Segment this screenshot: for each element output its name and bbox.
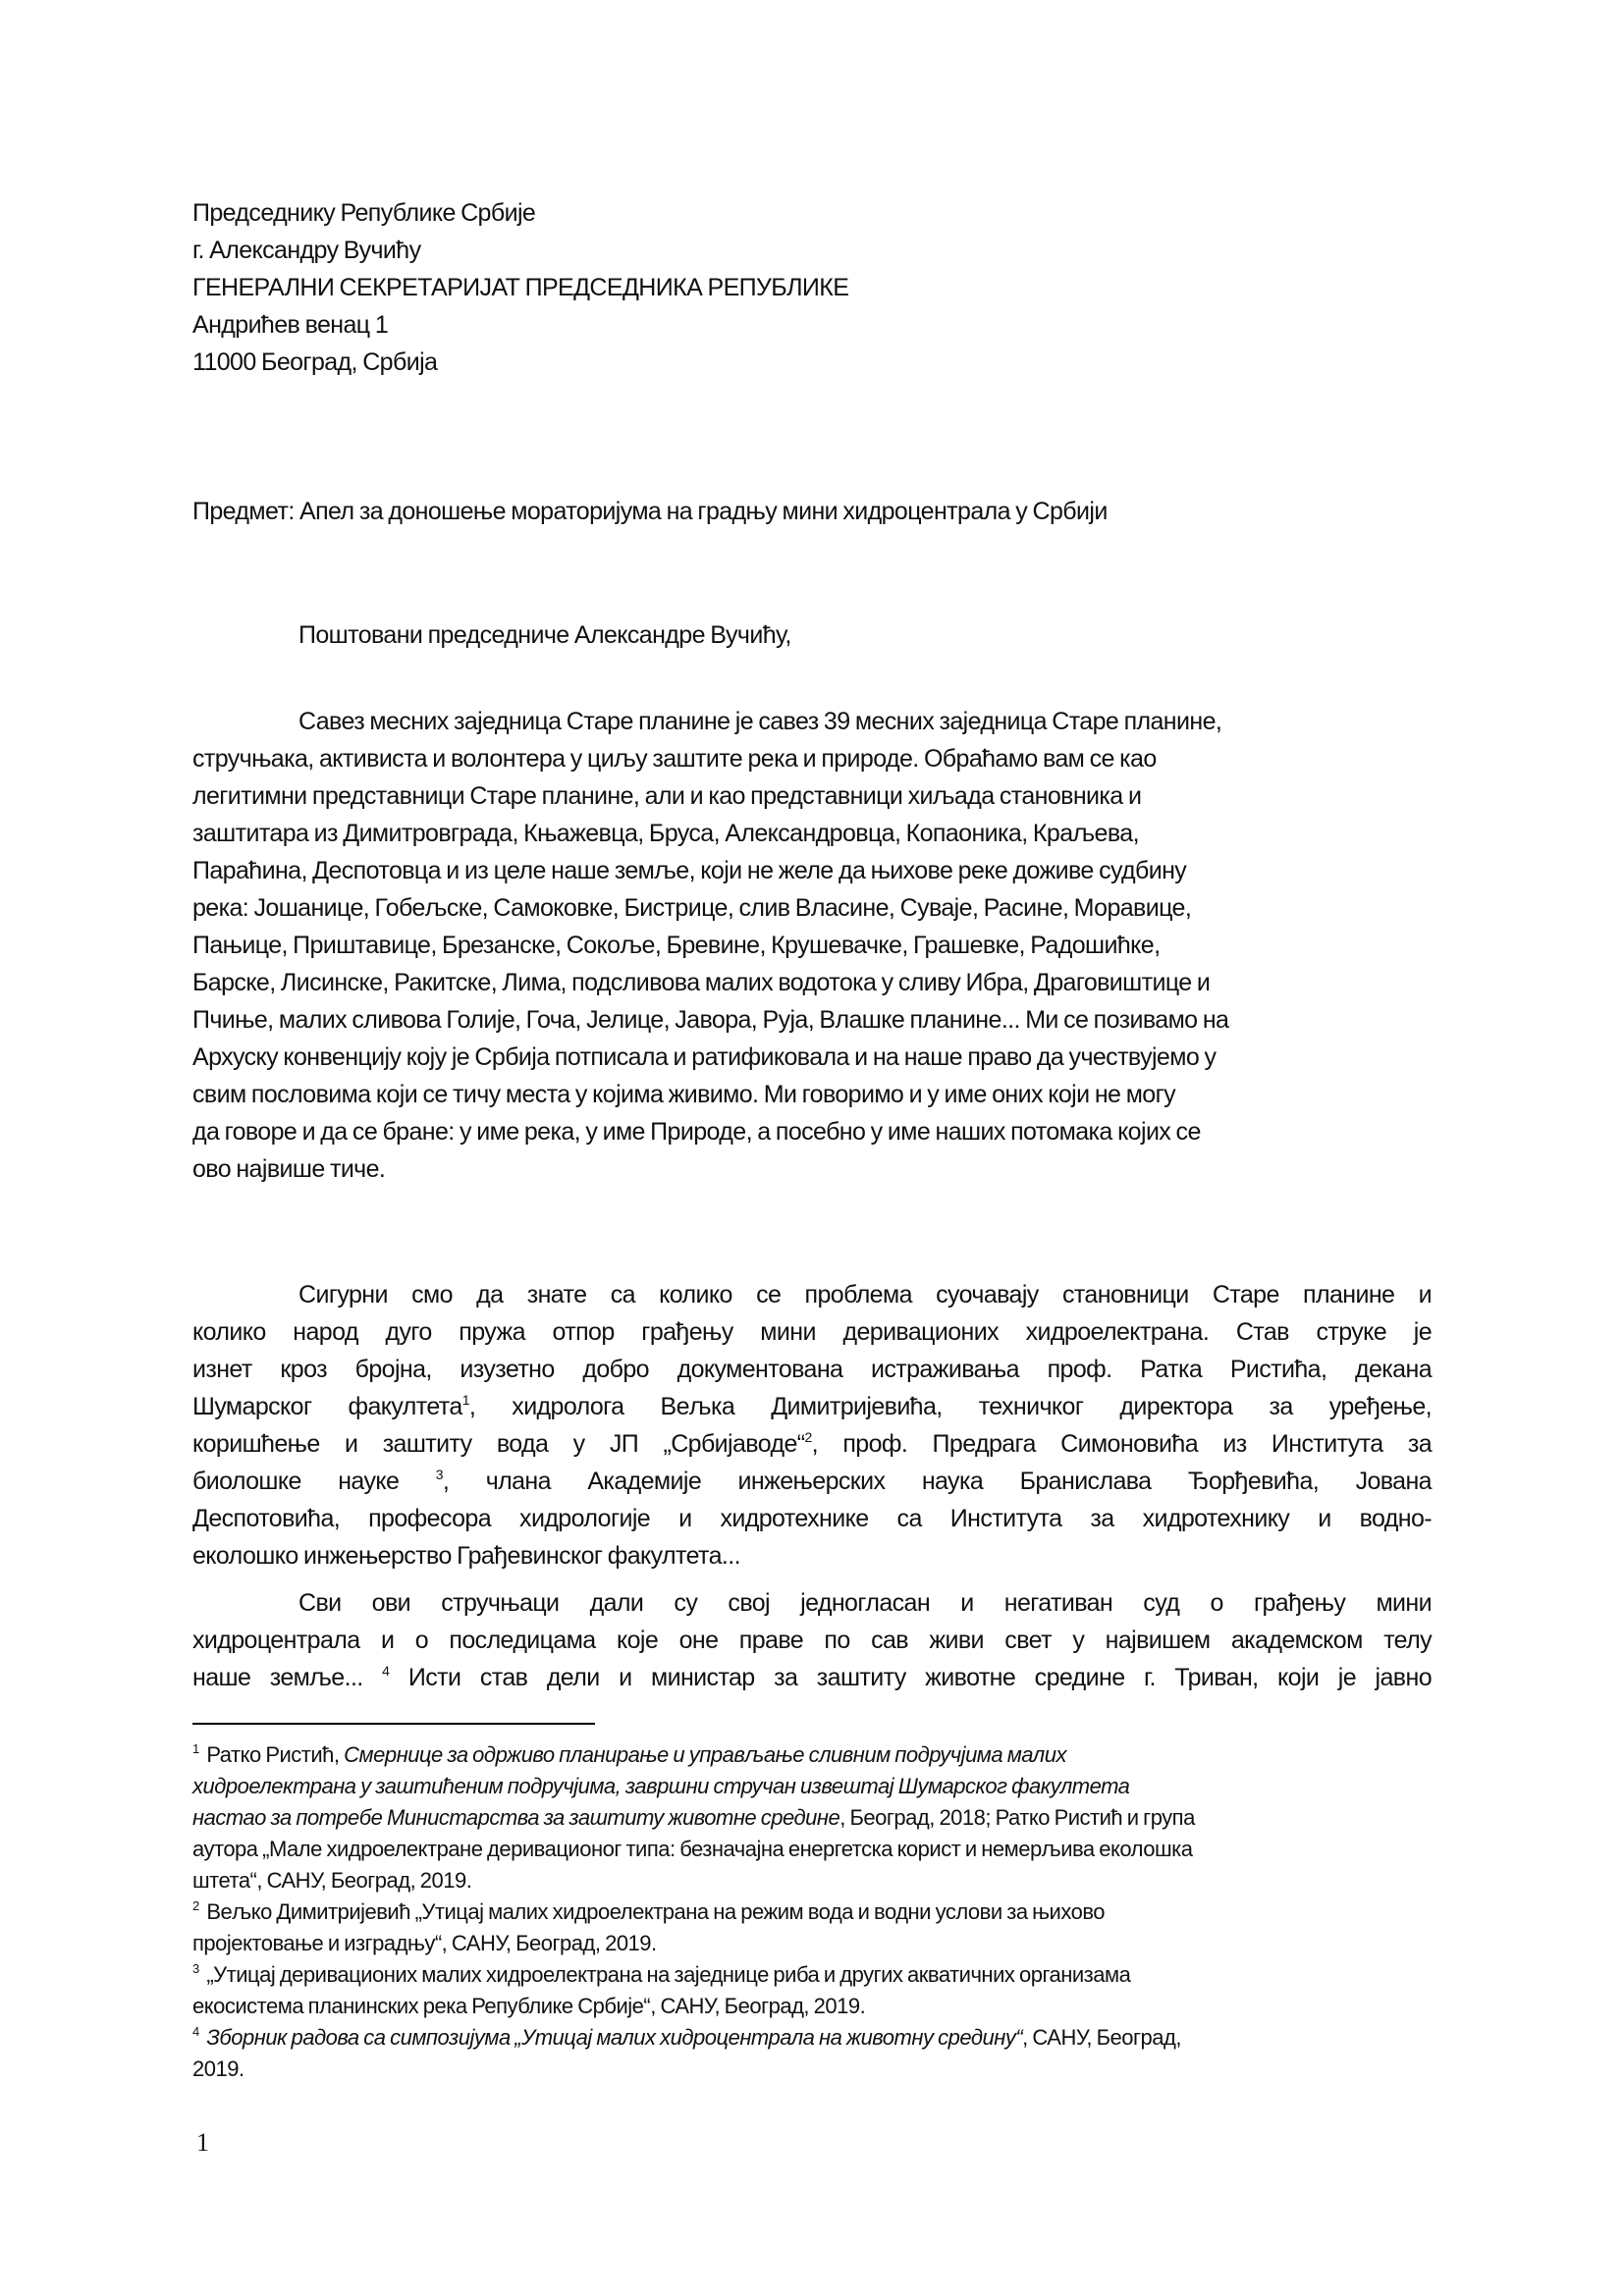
line-text: Исти став дели и министар за заштиту животне средине г. Триван, који је јавно xyxy=(389,1664,1432,1691)
footnote-ref-3[interactable]: 3 xyxy=(435,1467,443,1482)
paragraph-line: еколошко инжењерство Грађевинског факултета... xyxy=(192,1542,740,1570)
footnote-text: Ратко Ристић, xyxy=(201,1742,345,1767)
footnote-number: 3 xyxy=(192,1961,199,1976)
paragraph-line xyxy=(192,1388,1432,1425)
footnote-ref-1[interactable]: 1 xyxy=(461,1392,469,1408)
footnote-title: хидроелектрана у заштићеним подручјима, завршни стручан извештај Шумарског факултета xyxy=(192,1774,1130,1798)
paragraph-line: ово највише тиче. xyxy=(192,1155,386,1183)
body-paragraph-2 xyxy=(192,1276,1432,1575)
subject-line: Предмет: Апел за доношење мораторијума на градњу мини хидроцентрала у Србији xyxy=(192,498,1108,525)
paragraph-line: Пчиње, малих сливова Голије, Гоча, Јелице, Јавора, Руја, Влашке планине... Ми се позивамо на xyxy=(192,1006,1229,1034)
body-paragraph-3 xyxy=(192,1584,1432,1696)
address-line-recipient: Председнику Републике Србије xyxy=(192,199,536,227)
footnote-line xyxy=(192,1771,1439,1802)
footnote-line xyxy=(192,1865,1439,1896)
footnotes xyxy=(192,1739,1439,2085)
line-text: , члана Академије инжењерских наука Бранислава Ђорђевића, Јована xyxy=(442,1468,1432,1495)
footnote-line xyxy=(192,1896,1439,1928)
address-line-city: 11000 Београд, Србија xyxy=(192,348,438,376)
paragraph-line: Сигурни смо да знате са колико се проблема суочавају становници Старе планине и xyxy=(298,1281,1432,1308)
footnote-text: пројектовање и изградњу“, САНУ, Београд, 2019. xyxy=(192,1931,657,1955)
footnote-number: 4 xyxy=(192,2024,199,2039)
footnote-text: аутора „Мале хидроелектране деривационог типа: безначајна енергетска корист и немерљива еколошка xyxy=(192,1837,1193,1861)
footnote-text: екосистема планинских река Републике Србије“, САНУ, Београд, 2019. xyxy=(192,1994,866,2018)
paragraph-line: Пањице, Приштавице, Брезанске, Сокоље, Бревине, Крушевачке, Грашевке, Радошићке, xyxy=(192,932,1161,959)
footnote-text: , САНУ, Београд, xyxy=(1022,2025,1181,2050)
address-line-name: г. Александру Вучићу xyxy=(192,237,421,264)
body-paragraph-1 xyxy=(192,703,1432,1188)
footnote-line xyxy=(192,1802,1439,1834)
paragraph-line: да говоре и да се бране: у име река, у име Природе, а посебно у име наших потомака којих се xyxy=(192,1118,1201,1146)
paragraph-line: Архуску конвенцију коју је Србија потписала и ратификовала и на наше право да учествујемо у xyxy=(192,1043,1217,1071)
paragraph-line xyxy=(192,1659,1432,1696)
footnote-line xyxy=(192,1959,1439,1991)
address-line-office: ГЕНЕРАЛНИ СЕКРЕТАРИЈАТ ПРЕДСЕДНИКА РЕПУБЛИКЕ xyxy=(192,274,849,301)
footnote-number: 2 xyxy=(192,1898,199,1913)
salutation: Поштовани председниче Александре Вучићу, xyxy=(298,621,791,649)
address-line-street: Андрићев венац 1 xyxy=(192,311,389,339)
footnote-title: настао за потребе Министарства за заштиту животне средине xyxy=(192,1805,840,1830)
footnote-4 xyxy=(192,2022,1439,2085)
footnote-text: штета“, САНУ, Београд, 2019. xyxy=(192,1868,472,1893)
footnote-line xyxy=(192,1834,1439,1865)
footnote-ref-4[interactable]: 4 xyxy=(382,1663,390,1679)
line-text: Шумарског факултета xyxy=(192,1393,462,1420)
paragraph-line: стручњака, активиста и волонтера у циљу заштите река и природе. Обраћамо вам се као xyxy=(192,745,1157,773)
footnote-3 xyxy=(192,1959,1439,2022)
line-text: , проф. Предрага Симоновића из Института за xyxy=(811,1430,1432,1458)
paragraph-line: хидроцентрала и о последицама које оне праве по сав живи свет у највишем академском телу xyxy=(192,1627,1432,1654)
footnote-text: , Београд, 2018; Ратко Ристић и група xyxy=(839,1805,1195,1830)
paragraph-line: Параћина, Деспотовца и из целе наше земље, који не желе да њихове реке доживе судбину xyxy=(192,857,1187,884)
paragraph-line: Сви ови стручњаци дали су свој једногласан и негативан суд о грађењу мини xyxy=(298,1589,1432,1617)
footnote-2 xyxy=(192,1896,1439,1959)
line-text: коришћење и заштиту вода у ЈП „Србијаводе“ xyxy=(192,1430,805,1458)
footnote-text: „Утицај деривационих малих хидроелектрана на заједнице риба и других акватичних организама xyxy=(201,1962,1131,1987)
footnote-line xyxy=(192,2054,1439,2085)
footnote-line xyxy=(192,1739,1439,1771)
paragraph-line: Барске, Лисинске, Ракитске, Лима, подсливова малих водотока у сливу Ибра, Драговиштице и xyxy=(192,969,1211,996)
line-text: наше земље... xyxy=(192,1664,383,1691)
footnote-line xyxy=(192,1991,1439,2022)
line-text: , хидролога Вељка Димитријевића, техничког директора за уређење, xyxy=(468,1393,1432,1420)
paragraph-line: изнет кроз бројна, изузетно добро документована истраживања проф. Ратка Ристића, декана xyxy=(192,1356,1432,1383)
footnote-title: Зборник радова са симпозијума „Утицај малих хидроцентрала на животну средину“ xyxy=(206,2025,1023,2050)
page-number: 1 xyxy=(196,2128,209,2157)
footnote-separator xyxy=(192,1723,595,1725)
line-text: биолошке науке xyxy=(192,1468,436,1495)
paragraph-line: заштитара из Димитровграда, Књажевца, Бруса, Александровца, Копаоника, Краљева, xyxy=(192,820,1139,847)
footnote-title: Смернице за одрживо планирање и управљање сливним подручјима малих xyxy=(344,1742,1066,1767)
footnote-number: 1 xyxy=(192,1741,199,1756)
paragraph-line xyxy=(192,1463,1432,1500)
paragraph-line: Деспотовића, професора хидрологије и хидротехнике са Института за хидротехнику и водно- xyxy=(192,1505,1432,1532)
footnote-ref-2[interactable]: 2 xyxy=(804,1429,812,1445)
paragraph-line: Савез месних заједница Старе планине је савез 39 месних заједница Старе планине, xyxy=(298,708,1222,735)
recipient-address xyxy=(192,194,1430,381)
paragraph-line: река: Јошанице, Гобељске, Самоковке, Бистрице, слив Власине, Суваје, Расине, Моравице, xyxy=(192,894,1192,922)
paragraph-line xyxy=(192,1425,1432,1463)
footnote-line xyxy=(192,1928,1439,1959)
footnote-text: Вељко Димитријевић „Утицај малих хидроелектрана на режим вода и водни услови за њихово xyxy=(201,1899,1106,1924)
paragraph-line: колико народ дуго пружа отпор грађењу мини деривационих хидроелектрана. Став струке је xyxy=(192,1318,1432,1346)
paragraph-line: свим пословима који се тичу места у којима живимо. Ми говоримо и у име оних који не могу xyxy=(192,1081,1176,1108)
footnote-1 xyxy=(192,1739,1439,1896)
footnote-line xyxy=(192,2022,1439,2054)
paragraph-line: легитимни представници Старе планине, али и као представници хиљада становника и xyxy=(192,782,1142,810)
footnote-text: 2019. xyxy=(192,2056,244,2081)
